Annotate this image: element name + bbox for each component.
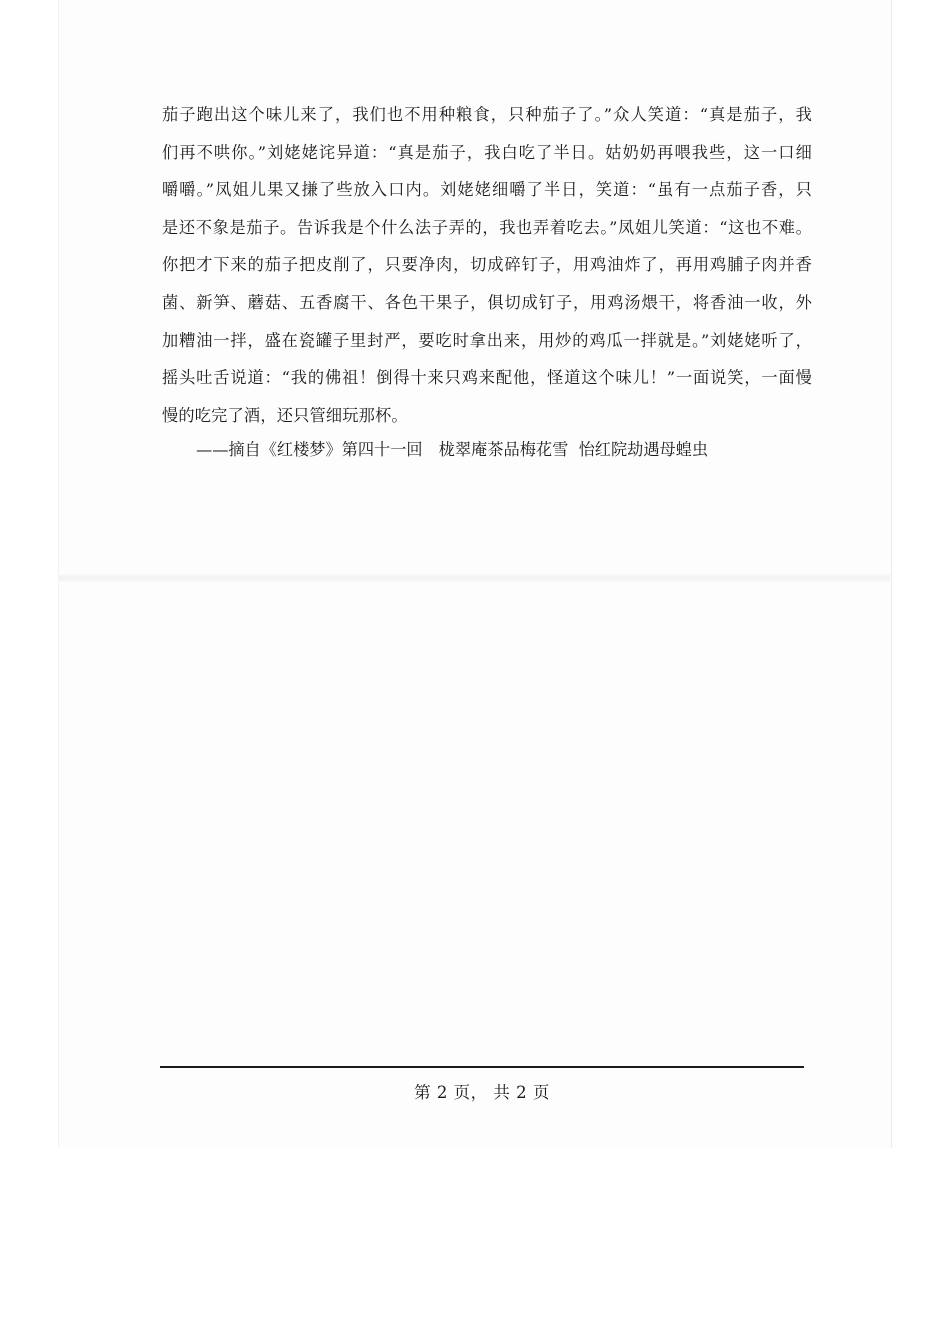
passage-line-4: 是还不象是茄子。告诉我是个什么法子弄的，我也弄着吃去。”凤姐儿笑道：“这也不难。	[162, 217, 812, 237]
passage-line-6: 菌、新笋、蘑菇、五香腐干、各色干果子，俱切成钉子，用鸡汤煨干，将香油一收，外	[162, 292, 812, 312]
footer-divider	[160, 1066, 804, 1068]
passage-line-1: 茄子跑出这个味儿来了，我们也不用种粮食，只种茄子了。”众人笑道：“真是茄子，我	[162, 105, 812, 124]
passage-line-7: 加糟油一拌，盛在瓷罐子里封严，要吃时拿出来，用炒的鸡瓜一拌就是。”刘姥姥听了，	[162, 330, 812, 350]
passage-text	[162, 96, 812, 434]
passage-line-2: 们再不哄你。”刘姥姥诧异道：“真是茄子，我白吃了半日。姑奶奶再喂我些，这一口细	[162, 142, 812, 162]
scan-fold-line	[58, 574, 890, 582]
passage-line-8: 摇头吐舌说道：“我的佛祖！倒得十来只鸡来配他，怪道这个味儿！”一面说笑，一面慢	[162, 368, 812, 388]
page-number: 第 2 页， 共 2 页	[414, 1083, 550, 1102]
passage-line-5: 你把才下来的茄子把皮削了，只要净肉，切成碎钉子，用鸡油炸了，再用鸡脯子肉并香	[162, 255, 812, 275]
passage-line-9: 慢的吃完了酒，还只管细玩那杯。	[162, 405, 408, 425]
passage-line-3: 嚼嚼。”凤姐儿果又搛了些放入口内。刘姥姥细嚼了半日，笑道：“虽有一点茄子香，只	[162, 180, 812, 200]
source-citation: ——摘自《红楼梦》第四十一回 栊翠庵茶品梅花雪 怡红院劫遇母蝗虫	[196, 440, 709, 459]
